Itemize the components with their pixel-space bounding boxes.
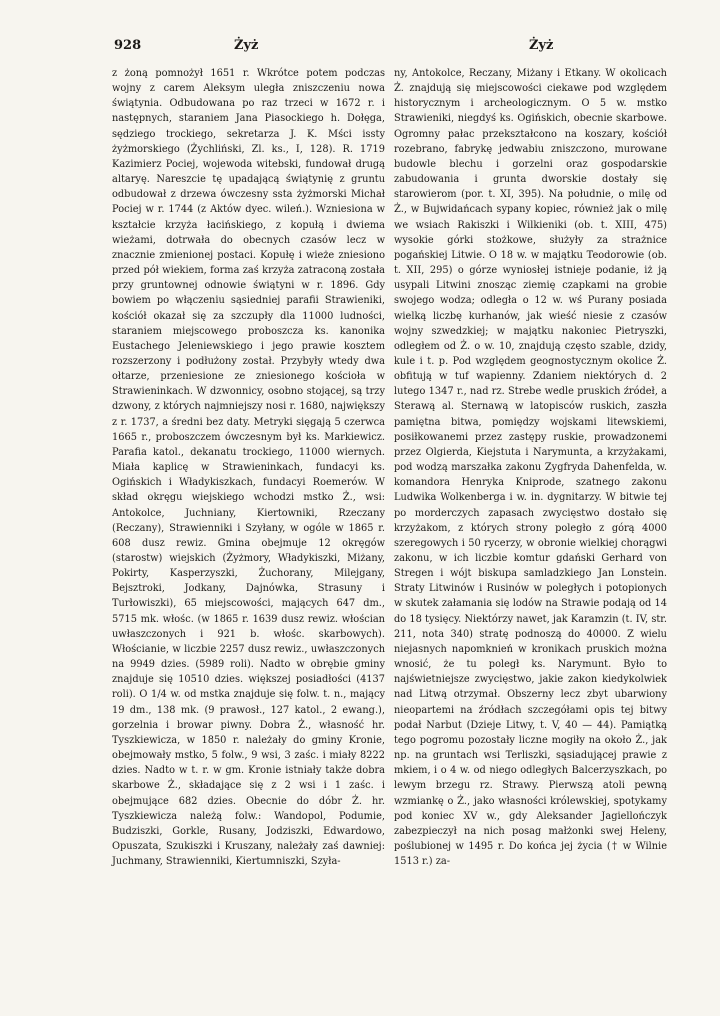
- left-column: [112, 66, 385, 869]
- right-column: [394, 66, 667, 869]
- right-column-text: ny, Antokolce, Reczany, Miżany i Etkany. W okolicach Ż. znajdują się miejscowości ciekawe pod względem historycznym i archeologicznym. O 5 w. mstko Strawieniki, niegdyś ks. Ogińskich, obecnie skarbowe. Ogromny pałac przekształcono na koszary, kościół rozebrano, fabrykę jedwabiu zniszczono, murowane budowle blechu i gorzelni oraz gospodarskie zabudowania i grunta dworskie dostały się starowierom (por. t. XI, 395). Na południe, o milę od Ż., w Bujwidańcach sypany kopiec, również jak o milę we wsiach Rakiszki i Wilkieniki (ob. t. XIII, 475) wysokie górki stożkowe, służyły za strażnice pogańskiej Litwie. O 18 w. w majątku Teodorowie (ob. t. XII, 295) o górze wyniosłej istnieje podanie, iż ją usypali Litwini znosząc ziemię czapkami na grobie swojego wodza; odległa o 12 w. wś Purany posiada wielką liczbę kurhanów, jak wieść niesie z czasów wojny szwedzkiej; w majątku nakoniec Pietryszki, odległem od Ż. o w. 10, znajdują często szable, dzidy, kule i t. p. Pod względem geognostycznym okolice Ż. obfitują w tuf wapienny. Zdaniem niektórych d. 2 lutego 1347 r., nad rz. Strebe wedle pruskich źródeł, a Sterawą al. Sternawą w latopisców ruskich, zaszła pamiętna bitwa, pomiędzy wojskami litewskiemi, posiłkowanemi przez zastępy ruskie, prowadzonemi przez Olgierda, Kiejstuta i Narymunta, a krzyżakami, pod wodzą marszałka zakonu Zygfryda Dahenfelda, w. komandora Henryka Kniprode, szatnego zakonu Ludwika Wolkenberga i w. in. dygnitarzy. W bitwie tej po morderczych zapasach zwycięstwo dostało się krzyżakom, z których strony poległo z górą 4000 szeregowych i 50 rycerzy, w obronie wielkiej chorągwi zakonu, w ich liczbie komtur gdański Gerhard von Stregen i wójt biskupa samladzkiego Jan Lonstein. Straty Litwinów i Rusinów w poległych i potopionych w skutek załamania się lodów na Strawie podają od 14 do 18 tysięcy. Niektórzy nawet, jak Karamzin (t. IV, str. 211, nota 340) stratę podnoszą do 40000. Z wielu niejasnych napomknień w kronikach pruskich można wnosić, że tu poległ ks. Narymunt. Było to najświetniejsze zwycięstwo, jakie zakon kiedykolwiek nad Litwą otrzymał. Obszerny lecz zbyt ubarwiony nieopartemi na źródłach szczegółami opis tej bitwy podał Narbut (Dzieje Litwy, t. V, 40 — 44). Pamiątką tego pogromu pozostały liczne mogiły na około Ż., jak np. na gruntach wsi Terliszki, sąsiadującej prawie z mkiem, i o 4 w. od niego odległych Balcerzyszkach, po lewym brzegu rz. Strawy. Pierwszą atoli pewną wzmiankę o Ż., jako własności królewskiej, spotykamy pod koniec XV w., gdy Aleksander Jagiellończyk zabezpieczył na nich posag małżonki swej Heleny, poślubionej w 1495 r. Do końca jej życia († w Wilnie 1513 r.) za-: [394, 68, 667, 868]
- right-running-head: Żyż: [529, 38, 554, 53]
- page-header: [114, 38, 676, 56]
- page-number: 928: [114, 38, 142, 53]
- left-column-text: z żoną pomnożył 1651 r. Wkrótce potem podczas wojny z carem Aleksym uległa zniszczeniu nowa świątynia. Odbudowana po raz trzeci w 1672 r. i następnych, staraniem Jana Piasockiego h. Dołęga, sędziego trockiego, sekretarza J. K. Mści issty żyżmorskiego (Żychliński, Zl. ks., I, 128). R. 1719 Kazimierz Pociej, wojewoda witebski, fundował drugą altaryę. Nareszcie tę upadającą świątynię z gruntu odbudował z drzewa ówczesny ssta żyżmorski Michał Pociej w r. 1744 (z Aktów dyec. wileń.). Wzniesiona w kształcie krzyża łacińskiego, z kopułą i dwiema wieżami, dotrwała do obecnych czasów lecz w znacznie zmienionej postaci. Kopułę i wieże zniesiono przed pół wiekiem, forma zaś krzyża zatraconą została przy gruntownej odnowie świątyni w r. 1896. Gdy bowiem po włączeniu sąsiedniej parafii Strawieniki, kościół okazał się za szczupły dla 11000 ludności, staraniem miejscowego proboszcza ks. kanonika Eustachego Jeleniewskiego i jego prawie kosztem rozszerzony i podłużony został. Przybyły wtedy dwa ołtarze, przeniesione ze zniesionego kościoła w Strawieninkach. W dzwonnicy, osobno stojącej, są trzy dzwony, z których najmniejszy nosi r. 1680, największy z r. 1737, a średni bez daty. Metryki sięgają 5 czerwca 1665 r., proboszczem ówczesnym był ks. Markiewicz. Parafia katol., dekanatu trockiego, 11000 wiernych. Miała kaplicę w Strawieninkach, fundacyi ks. Ogińskich i Władykiszkach, fundacyi Roemerów. W skład okręgu wiejskiego wchodzi mstko Ż., wsi: Antokolce, Juchniany, Kiertowniki, Rzeczany (Reczany), Strawienniki i Szyłany, w ogóle w 1865 r. 608 dusz rewiz. Gmina obejmuje 12 okręgów (starostw) wiejskich (Żyżmory, Władykiszki, Miżany, Pokirty, Kasperzyszki, Żuchorany, Milejgany, Bejsztroki, Jodkany, Dajnówka, Strasuny i Turłowiszki), 65 miejscowości, mających 647 dm., 5715 mk. włośc. (w 1865 r. 1639 dusz rewiz. włościan uwłaszczonych i 921 b. włośc. skarbowych). Włościanie, w liczbie 2257 dusz rewiz., uwłaszczonych na 9949 dzies. (5989 roli). Nadto w obrębie gminy znajduje się 10510 dzies. większej posiadłości (4137 roli). O 1/4 w. od mstka znajduje się folw. t. n., mający 19 dm., 138 mk. (9 prawosł., 127 katol., 2 ewang.), gorzelnia i browar piwny. Dobra Ż., własność hr. Tyszkiewicza, w 1850 r. należały do gminy Kronie, obejmowały mstko, 5 folw., 9 wsi, 3 zaśc. i miały 8222 dzies. Nadto w t. r. w gm. Kronie istniały także dobra skarbowe Ż., składające się z 2 wsi i 1 zaśc. i obejmujące 682 dzies. Obecnie do dóbr Ż. hr. Tyszkiewicza należą folw.: Wandopol, Podumie, Budziszki, Gorkle, Rusany, Jodziszki, Edwardowo, Opuszata, Szukiszki i Kruszany, należały zaś dawniej: Juchmany, Strawienniki, Kiertumniszki, Szyła-: [112, 68, 385, 868]
- left-running-head: Żyż: [234, 38, 259, 53]
